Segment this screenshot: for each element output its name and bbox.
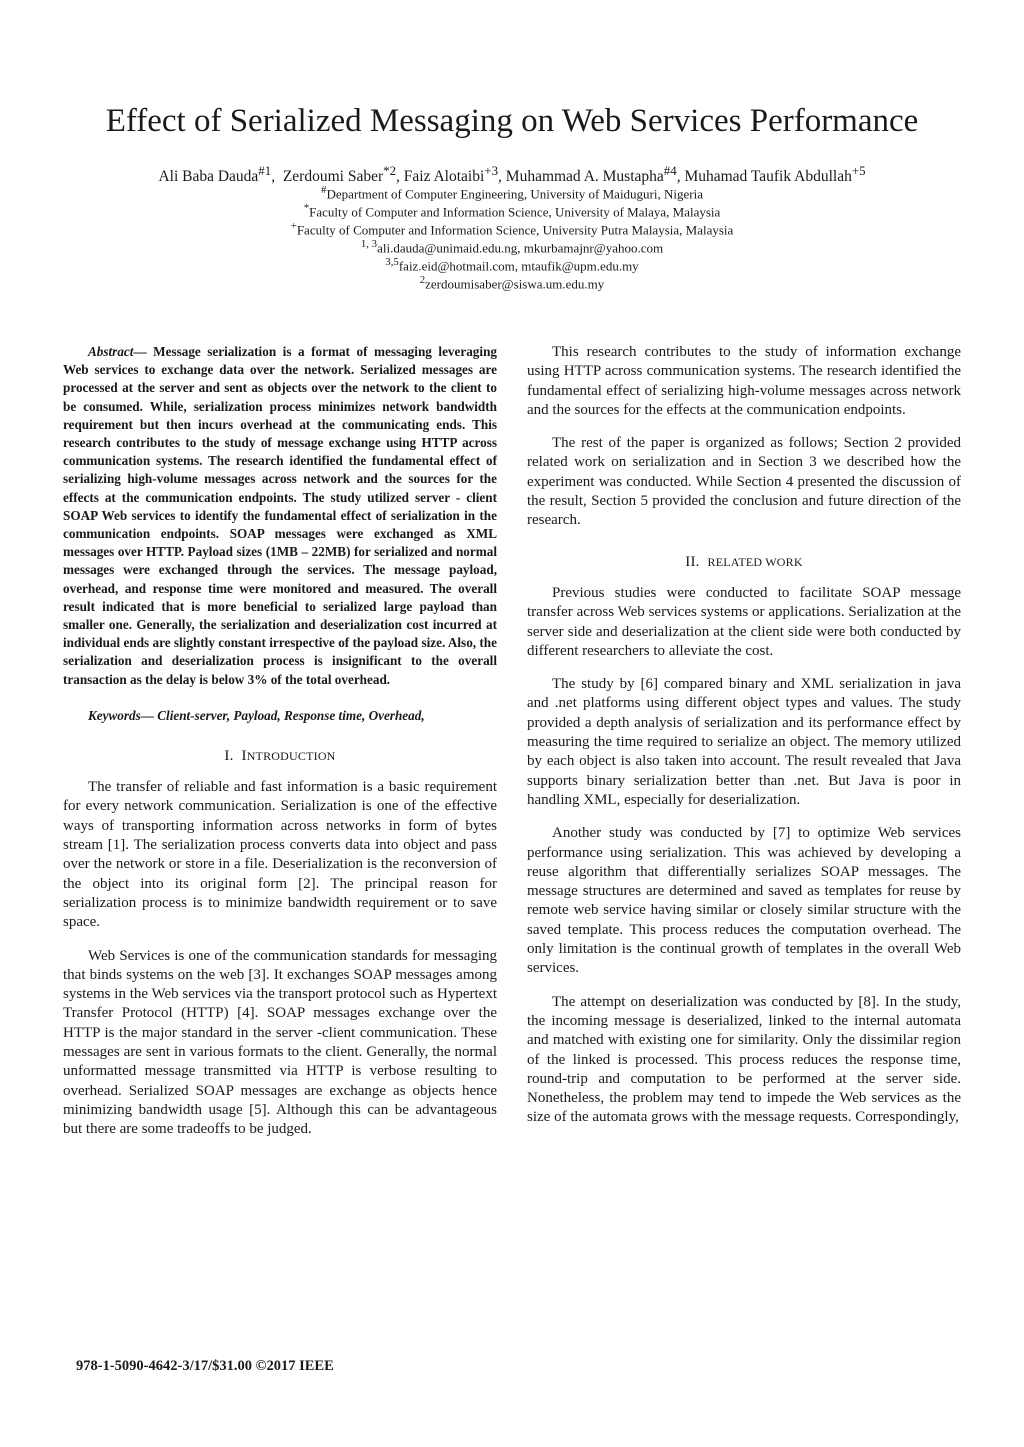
affiliation-line: +Faculty of Computer and Information Science, University Putra Malaysia, Malaysia [290,220,734,238]
paragraph: The rest of the paper is organized as follows; Section 2 provided related work on serialization and in Section 3 we described how the experiment was conducted. While Section 4 presented the discussion of the result, Section 5 provided the conclusion and future direction of the research. [527,435,961,529]
paragraph: Another study was conducted by [7] to optimize Web services performance using serialization. This was achieved by developing a reuse algorithm that differentially serializes SOAP messages. The message structures are determined and saved as templates for reuse by remote web service having similar or closely similar structure with the saved template. This process reduces the computation overhead. The only limitation is the continual growth of templates in the overall Web services. [527,825,961,977]
copyright-footer: 978-1-5090-4642-3/17/$31.00 ©2017 IEEE [76,1358,334,1374]
email-line: $^{3,5}$faiz.eid@hotmail.com, mtaufik@upm.edu.my [385,256,639,274]
author-superscript: *2 [383,163,397,178]
author-name: Zerdoumi Saber [282,168,384,186]
abstract-text: Message serialization is a format of messaging leveraging Web services to exchange data over the network. Serialized messages are processed at the server and sent as objects over the network to the client to be consumed. While, serialization process minimizes network bandwidth requirement but then incurs overhead at the communicating ends. This research contributes to the study of message exchange using HTTP across communication systems. The research identified the fundamental effect of serializing high-volume messages across network and the sources for the effects at the communication endpoints. The study utilized server - client SOAP Web services to identify the fundamental effect of serialization in the communication endpoints. SOAP messages were exchanged as XML messages over HTTP. Payload sizes (1MB – 22MB) for serialized and normal messages were exchanged through the services. The message payload, overhead, and response time were monitored and measured. The overall result indicated that is more beneficial to serialized large payload than smaller one. Generally, the serialization and deserialization cost incurred at individual ends are slightly constant irrespective of the payload size. Also, the serialization and deserialization process is insignificant to the overall transaction as the delay is below 3% of the total overhead. [63,344,497,687]
abstract [63,343,497,689]
author-name: Ali Baba Dauda [158,168,259,186]
abstract-label: Abstract [88,344,134,359]
author-name: Faiz Alotaibi [403,168,485,186]
author-name: Muhamad Taufik Abdullah [684,168,852,186]
section-heading-related-work: II. RELATED WORK [685,553,803,570]
left-column [63,343,497,1154]
email-line: $^2$zerdoumisaber@siswa.um.edu.my [419,274,605,292]
keywords: Keywords— Client-server, Payload, Response time, Overhead, [88,707,425,723]
paragraph: This research contributes to the study of information exchange using HTTP across communication systems. The research identified the fundamental effect of serializing high-volume messages across network and the sources for the effects at the communication endpoints. [527,344,961,418]
section-heading-introduction: I. INTRODUCTION [224,747,336,764]
paragraph: Previous studies were conducted to facilitate SOAP message transfer across Web services systems or applications. Serialization at the server side and deserialization at the client side were both conducted by different researchers to alleviate the cost. [527,584,961,659]
abstract-dash: — [133,344,154,359]
paragraph: The study by [6] compared binary and XML serialization in java and .net platforms using different object types and values. The study provided a depth analysis of serialization and its performance effect by measuring the time required to serialize an object. The memory utilized by each object is also taken into account. The result revealed that Java supports binary serialization better than .net. But Java is poor in handling XML, especially for deserialization. [527,676,961,808]
author-superscript: +5 [851,163,866,178]
right-column [527,343,961,1142]
paragraph: Web Services is one of the communication standards for messaging that binds systems on the web [3]. It exchanges SOAP messages among systems in the Web services via the transport protocol such as Hypertext Transfer Protocol (HTTP) [4]. SOAP messages exchange over the HTTP is the major standard in the server -client communication. These messages are sent in various formats to the client. Generally, the normal unformatted message transmitted via HTTP is verbose resulting to overhead. Serialized SOAP messages are exchange as objects hence minimizing bandwidth usage [5]. Although this can be advantageous but there are some tradeoffs to be judged. [63,947,497,1138]
paper-title: Effect of Serialized Messaging on Web Services Performance [105,103,919,139]
author-superscript: +3 [484,163,499,178]
paragraph: The transfer of reliable and fast information is a basic requirement for every network communication. Serialization is one of the effective ways of transporting information across networks in form of bytes stream [1]. The serialization process converts data into object and pass over the network or store in a file. Deserialization is the reconversion of the object into its original form [2]. The principal reason for serialization process is to minimize bandwidth requirement or to save space. [63,779,497,931]
author-superscript: #4 [663,163,677,178]
email-line: $^{1, 3}$ali.dauda@unimaid.edu.ng, mkurbamajnr@yahoo.com [360,238,664,256]
affiliation-line: *Faculty of Computer and Information Science, University of Malaya, Malaysia [303,202,721,220]
paragraph: The attempt on deserialization was conducted by [8]. In the study, the incoming message is deserialized, linked to the internal automata and matched with existing one for similarity. Only the dissimilar region of the linked is processed. This process reduces the response time, round-trip and computation to be performed at the server side. Nonetheless, the problem may tend to impede the Web services as the size of the automata grows with the message requests. Correspondingly, [527,993,961,1126]
affiliation-line: #Department of Computer Engineering, University of Maiduguri, Nigeria [321,184,703,202]
author-list: Ali Baba Dauda$^{\#1}$, Zerdoumi Saber$^{*2}$, Faiz Alotaibi$^{+3}$, Muhammad A. Mustapha$^{\#4}$, Muhamad Taufik Abdullah$^{+5}$ [158,163,866,186]
author-name: Muhammad A. Mustapha [505,168,664,186]
author-superscript: #1 [258,163,272,178]
affiliation-block [0,181,1024,292]
